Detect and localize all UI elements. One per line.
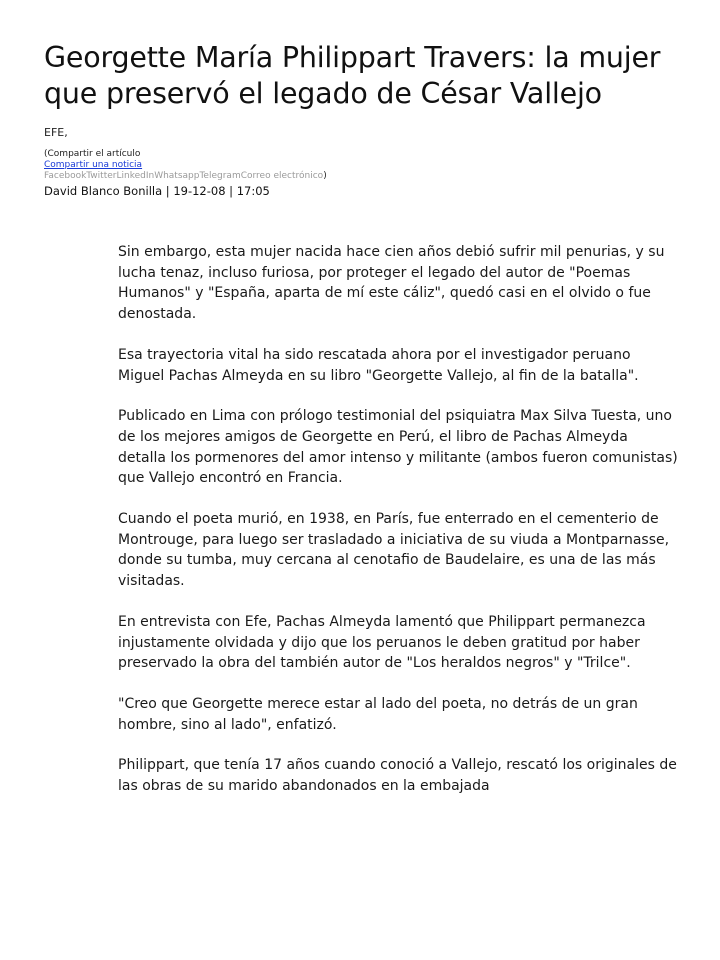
- article-paragraph-6: "Creo que Georgette merece estar al lado del poeta, no detrás de un gran hombre, sino al lado", enfatizó.: [118, 695, 638, 733]
- share-whatsapp-link[interactable]: Whatsapp: [154, 171, 200, 181]
- article-header: [44, 40, 684, 198]
- article-source: EFE,: [44, 126, 68, 139]
- article-paragraph-3: Publicado en Lima con prólogo testimonial del psiquiatra Max Silva Tuesta, uno de los mejores amigos de Georgette en Perú, el libro de Pachas Almeyda detalla los pormenores del amor intenso y militante (ambos fueron comunistas) que Vallejo encontró en Francia.: [118, 408, 678, 487]
- share-email-link[interactable]: Correo electrónico: [240, 171, 324, 181]
- article-byline: David Blanco Bonilla | 19-12-08 | 17:05: [44, 184, 270, 198]
- share-options: [44, 171, 684, 182]
- share-block: [44, 149, 684, 182]
- share-heading: (Compartir el artículo: [44, 149, 141, 159]
- article-paragraph-7: Philippart, que tenía 17 años cuando conoció a Vallejo, rescató los originales de las obras de su marido abandonados en la embajada: [118, 757, 677, 795]
- share-close-paren: ): [323, 171, 327, 181]
- share-facebook-link[interactable]: Facebook: [44, 171, 87, 181]
- article-paragraph-4: Cuando el poeta murió, en 1938, en París, fue enterrado en el cementerio de Montrouge, para luego ser trasladado a iniciativa de su viuda a Montparnasse, donde su tumba, muy cercana al cenotafio de Baudelaire, es una de las más visitadas.: [118, 511, 670, 590]
- share-news-link[interactable]: Compartir una noticia: [44, 160, 143, 170]
- share-twitter-link[interactable]: Twitter: [86, 171, 117, 181]
- article-paragraph-1: Sin embargo, esta mujer nacida hace cien años debió sufrir mil penurias, y su lucha tenaz, incluso furiosa, por proteger el legado del autor de "Poemas Humanos" y "España, aparta de mí este cáliz", quedó casi en el olvido o fue denostada.: [118, 244, 665, 323]
- share-telegram-link[interactable]: Telegram: [199, 171, 241, 181]
- article-paragraph-5: En entrevista con Efe, Pachas Almeyda lamentó que Philippart permanezca injustamente olvidada y dijo que los peruanos le deben gratitud por haber preservado la obra del también autor de "Los heraldos negros" y "Trilce".: [118, 613, 646, 672]
- article-body: [118, 242, 678, 817]
- article-title: Georgette María Philippart Travers: la mujer que preservó el legado de César Vallejo: [44, 41, 661, 110]
- article-paragraph-2: Esa trayectoria vital ha sido rescatada ahora por el investigador peruano Miguel Pachas Almeyda en su libro "Georgette Vallejo, al fin de la batalla".: [118, 346, 639, 384]
- share-linkedin-link[interactable]: LinkedIn: [116, 171, 155, 181]
